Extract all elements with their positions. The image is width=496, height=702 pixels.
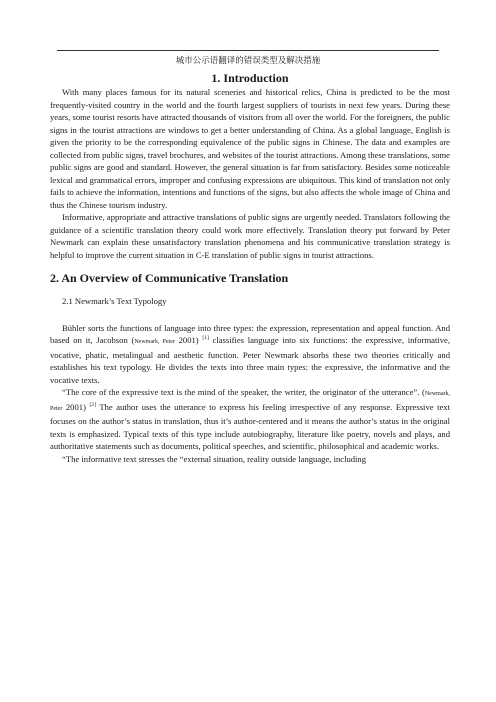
paragraph — [50, 322, 450, 387]
page-body — [50, 70, 450, 465]
paragraph: “The informative text stresses the “external situation, reality outside language, including — [62, 453, 367, 464]
section-heading-introduction: 1. Introduction — [211, 71, 289, 85]
citation-author: Newmark, Peter — [134, 339, 175, 345]
paragraph-text: The author uses the utterance to express his feeling irrespective of any response. Expressive text focuses on the author’s status in translation, thus it’s author-centered and it means the author’s status in the original texts is emphasized. Typical texts of this type include autobiography, literature like poetry, novels and plays, and authoritative statements such as documents, political speeches, and scientific, philosophical and academic works. — [50, 401, 450, 451]
paragraph-text: classifies language into six functions: the expressive, informative, vocative, phatic, metalingual and aesthetic function. Peter Newmark absorbs these two theories critically and establishes his text typology. He divides the texts into three main types: the expressive, the informative and the vocative texts. — [50, 335, 450, 385]
paragraph-text: “The core of the expressive text is the mind of the speaker, the writer, the originator of the utterance”. ( — [62, 387, 425, 397]
header-rule — [57, 50, 439, 51]
section-heading-overview: 2. An Overview of Communicative Translation — [50, 271, 289, 285]
paragraph: Informative, appropriate and attractive translations of public signs are urgently needed. Translators following the guidance of a scientific translation theory could work more effectively. Translation theory put forward by Peter Newmark can explain these unsatisfactory translation phenomena and his communicative translation strategy is helpful to improve the current situation in C-E translation of public signs in tourist attractions. — [50, 212, 450, 260]
paragraph — [50, 386, 450, 453]
paragraph-text: Bühler sorts the functions of language into three types: the expression, representation and appeal function. And based on it, Jacobson ( — [50, 322, 450, 345]
subsection-heading: 2.1 Newmark’s Text Typology — [62, 296, 167, 306]
citation-author: Newmark, Peter — [50, 391, 450, 412]
reference-mark: [1] — [202, 335, 209, 342]
citation-year: 2001) — [174, 335, 203, 345]
reference-mark: [2] — [89, 401, 96, 408]
running-header: 城市公示语翻译的错误类型及解决措施 — [175, 56, 321, 66]
paragraph: With many places famous for its natural sceneries and historical relics, China is predicted to be the most frequently-visited country in the world and the fourth largest suppliers of tourists in next few years. During these years, some tourist resorts have attracted thousands of visitors from all over the world. For the foreigners, the public signs in the tourist attractions are windows to get a better understanding of China. As a global language, English is given the priority to be the corresponding equivalence of the public signs in Chinese. The data and examples are collected from public signs, travel brochures, and websites of the tourist attractions. Among these translations, some public signs are good and standard. However, the general situation is far from satisfactory. Besides some noticeable lexical and grammatical errors, improper and confusing expressions are ubiquitous. This kind of translation not only fails to achieve the information, intentions and functions of the signs, but also affects the whole image of China and thus the Chinese tourism industry. — [50, 87, 450, 210]
citation-year: 2001) — [62, 401, 90, 412]
